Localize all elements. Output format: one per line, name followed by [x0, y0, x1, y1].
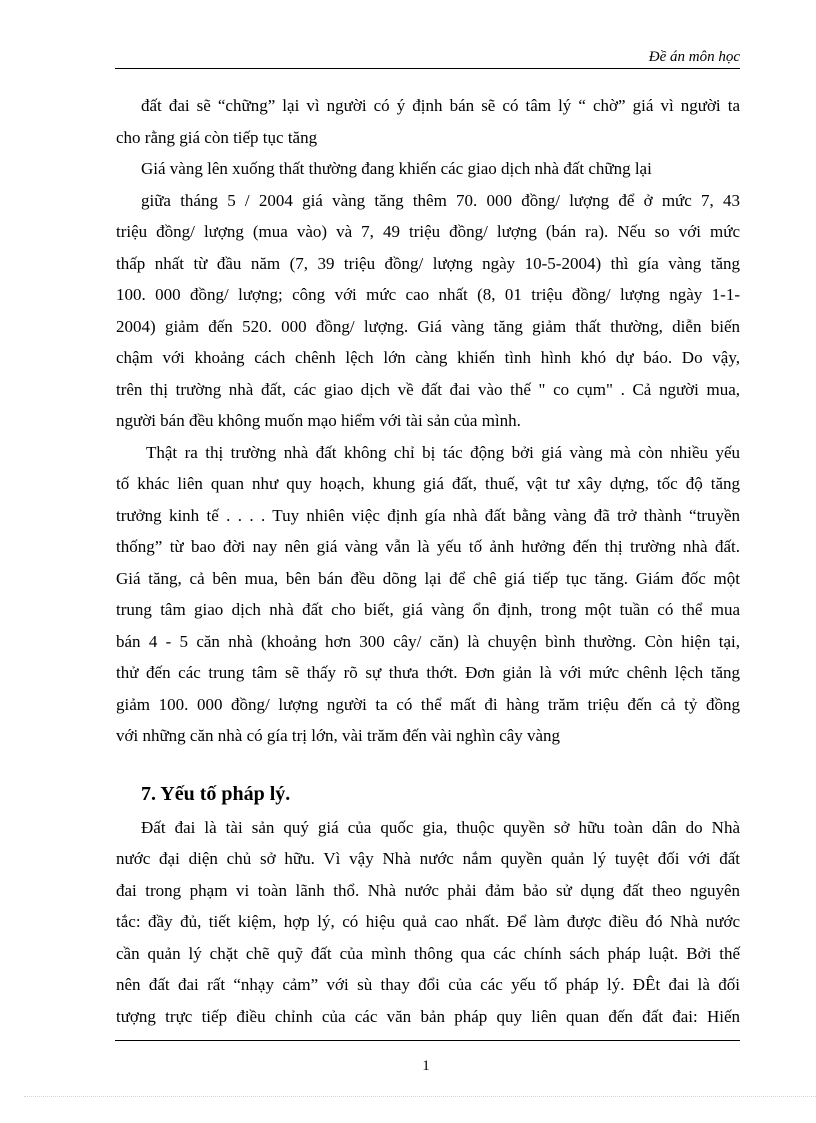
text-line: giữa tháng 5 / 2004 giá vàng tăng thêm 70. 000 đồng/ lượng để ở mức 7, 43 [141, 190, 740, 210]
text-line: nên đất đai rất “nhạy cảm” với sù thay đổi của các yếu tố pháp lý. ĐÊt đai là đối [116, 975, 740, 994]
text-line: Đất đai là tài sản quý giá của quốc gia, thuộc quyền sở hữu toàn dân do Nhà [141, 817, 740, 837]
text-line: trên thị trường nhà đất, các giao dịch về đất đai vào thế " co cụm" . Cả người mua, [116, 379, 740, 399]
text-line: Giá vàng lên xuống thất thường đang khiến các giao dịch nhà đất chững lại [141, 159, 652, 178]
text-line: với những căn nhà có gía trị lớn, vài trăm đến vài nghìn cây vàng [116, 726, 561, 745]
page-number: 1 [422, 1058, 430, 1074]
text-line: trưởng kinh tế . . . . Tuy nhiên việc định gía nhà đất bằng vàng đã trở thành “truyền [116, 505, 740, 525]
text-line: chậm với khoảng cách chênh lệch lớn càng khiến tình hình khó dự báo. Do vậy, [116, 348, 740, 367]
section-spacer [116, 752, 740, 776]
header-divider [115, 68, 740, 69]
footer-divider [115, 1040, 740, 1041]
text-line: cho rằng giá còn tiếp tục tăng [116, 127, 318, 147]
text-line: 2004) giảm đến 520. 000 đồng/ lượng. Giá vàng tăng giảm thất thường, diễn biến [116, 316, 740, 336]
text-line: cần quản lý chặt chẽ quỹ đất của mình thông qua các chính sách pháp luật. Bởi thế [116, 943, 740, 963]
section-heading: 7. Yếu tố pháp lý. [141, 782, 291, 805]
text-line: Giá tăng, cả bên mua, bên bán đều dõng lại để chê giá tiếp tục tăng. Giám đốc một [116, 568, 740, 588]
text-line: đai trong phạm vi toàn lãnh thổ. Nhà nước phải đảm bảo sử dụng đất theo nguyên [116, 880, 740, 900]
text-line: nước đại diện chủ sở hữu. Vì vậy Nhà nước nắm quyền quản lý tuyệt đối với đất [116, 849, 740, 868]
text-line: thấp nhất từ đầu năm (7, 39 triệu đồng/ lượng ngày 10-5-2004) thì gía vàng tăng [116, 253, 740, 273]
text-line: tắc: đầy đủ, tiết kiệm, hợp lý, có hiệu quả cao nhất. Để làm được điều đó Nhà nước [116, 912, 740, 931]
page-header-title: Đề án môn học [648, 49, 740, 65]
text-line: đất đai sẽ “chững” lại vì người có ý định bán sẽ có tâm lý “ chờ” giá vì người ta [141, 96, 740, 115]
text-line: Thật ra thị trường nhà đất không chỉ bị tác động bởi giá vàng mà còn nhiều yếu [146, 442, 740, 462]
text-line: tố khác liên quan như quy hoạch, khung giá đất, thuế, vật tư xây dựng, tốc độ tăng [116, 474, 740, 493]
text-line: trung tâm giao dịch nhà đất cho biết, giá vàng ổn định, trong một tuần có thể mua [116, 600, 740, 619]
text-line: thử đến các trung tâm sẽ thấy rõ sự thưa thớt. Đơn giản là với mức chênh lệch tăng [116, 663, 740, 682]
text-line: giảm 100. 000 đồng/ lượng người ta có thể mất đi hàng trăm triệu đến cả tỷ đồng [116, 694, 740, 714]
text-line: 100. 000 đồng/ lượng; công với mức cao nhất (8, 01 triệu đồng/ lượng ngày 1-1- [116, 285, 740, 304]
text-line: người bán đều không muốn mạo hiểm với tài sản của mình. [116, 411, 521, 430]
text-line: tượng trực tiếp điều chỉnh của các văn bản pháp quy liên quan đến đất đai: Hiến [116, 1006, 740, 1026]
text-line: triệu đồng/ lượng (mua vào) và 7, 49 triệu đồng/ lượng (bán ra). Nếu so với mức [116, 222, 740, 241]
text-line: bán 4 - 5 căn nhà (khoảng hơn 300 cây/ căn) là chuyện bình thường. Còn hiện tại, [116, 631, 740, 651]
page-edge-divider [24, 1096, 816, 1097]
document-body [116, 90, 740, 1032]
text-line: thống” từ bao đời nay nên giá vàng vẫn là yếu tố ảnh hưởng đến thị trường nhà đất. [116, 537, 740, 556]
